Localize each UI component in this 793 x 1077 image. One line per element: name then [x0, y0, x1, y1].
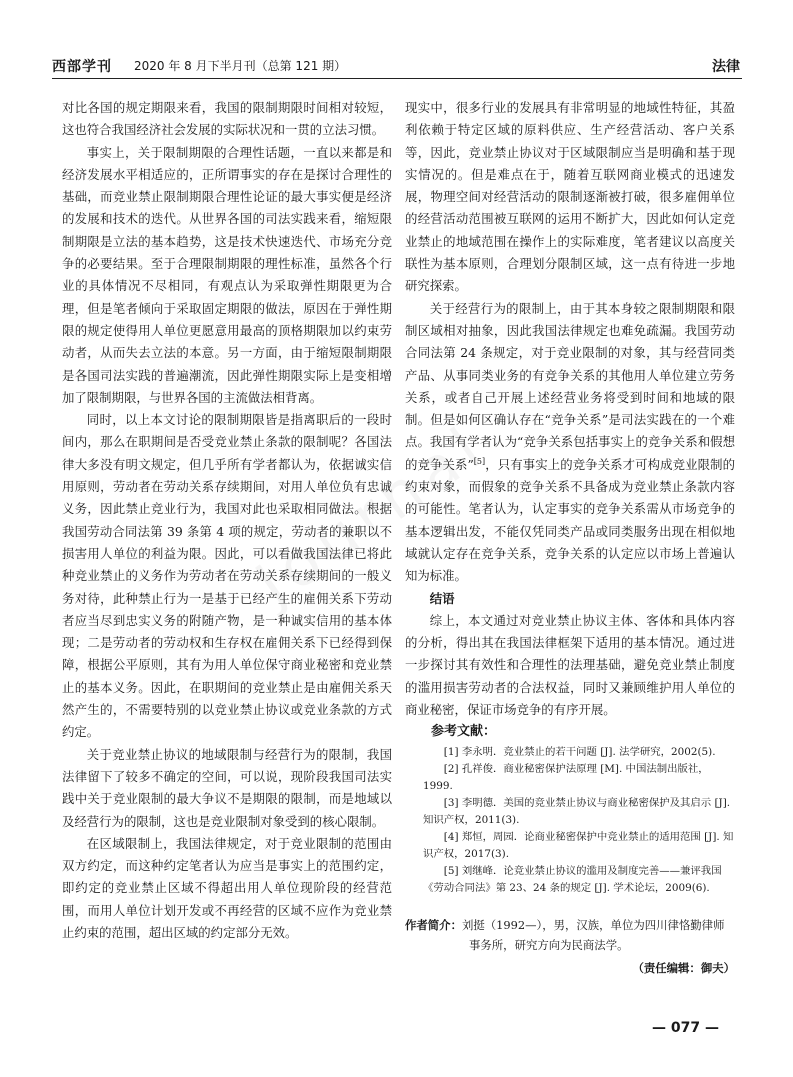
left-column [62, 97, 392, 944]
reference-item: [2] 孔祥俊．商业秘密保护法原理 [M]. 中国法制出版社，1999. [423, 762, 709, 792]
reference-item: [3] 李明德．美国的竞业禁止协议与商业秘密保护及其启示 [J]. 知识产权，2011(3). [423, 796, 731, 826]
journal-logo: 西部学刊 [52, 59, 112, 75]
page-header [52, 56, 742, 79]
right-column [405, 97, 735, 979]
paragraph: 事实上，关于限制期限的合理性话题，一直以来都是和经济发展水平相适应的，正所谓事实的存在是探讨合理性的基础，而竞业禁止限制期限合理性论证的最大事实便是经济的发展和技术的迭代。从世界各国的司法实践来看，缩短限制期限是立法的基本趋势，这是技术快速迭代、市场充分竞争的必要结果。至于合理限制期限的理性标准，虽然各个行业的具体情况不尽相同，有观点认为采取弹性期限更为合理，但是笔者倾向于采取固定期限的做法，原因在于弹性期限的规定使得用人单位更愿意用最高的顶格期限加以约束劳动者，从而失去立法的本意。另一方面，由于缩短限制期限是各国司法实践的普遍潮流，因此弹性期限实际上是变相增加了限制期限，与世界各国的主流做法相背离。 [62, 144, 392, 405]
paragraph [405, 298, 735, 588]
reference-item: [5] 刘继峰．论竞业禁止协议的滥用及制度完善——兼评我国《劳动合同法》第 23、24 条的规定 [J]. 学术论坛，2009(6). [423, 864, 722, 894]
author-bio [405, 915, 735, 955]
paragraph: 现实中，很多行业的发展具有非常明显的地域性特征，其盈利依赖于特定区域的原料供应、生产经营活动、客户关系等，因此，竞业禁止协议对于区域限制应当是明确和基于现实情况的。但是难点在于，随着互联网商业模式的迅速发展，物理空间对经营活动的限制逐渐被打破，很多雇佣单位的经营活动范围被互联网的运用不断扩大，因此如何认定竞业禁止的地域范围在操作上的实际难度，笔者建议以高度关联性为基本原则，合理划分限制区域，这一点有待进一步地研究探索。 [405, 100, 735, 294]
paragraph: 在区域限制上，我国法律规定，对于竞业限制的范围由双方约定，而这种约定笔者认为应当是事实上的范围约定，即约定的竞业禁止区域不得超出用人单位现阶段的经营范围，而用人单位计划开发或不再经营的区域不应作为竞业禁止约束的范围，超出区域的约定部分无效。 [62, 835, 392, 940]
paragraph: 同时，以上本文讨论的限制期限皆是指离职后的一段时间内，那么在职期间是否受竞业禁止条款的限制呢？各国法律大多没有明文规定，但几乎所有学者都认为，依据诚实信用原则，劳动者在劳动关系存续期间，对用人单位负有忠诚义务，因此禁止竞业行为，我国对此也采取相同做法。根据我国劳动合同法第 39 条第 4 项的规定，劳动者的兼职以不损害用人单位的利益为限。因此，可以看做我国法律已将此种竞业禁止的义务作为劳动者在劳动关系存续期间的一般义务对待，此种禁止行为一是基于已经产生的雇佣关系下劳动者应当尽到忠实义务的附随产物，是一种诚实信用的基本体现；二是劳动者的劳动权和生存权在雇佣关系下已经得到保障，根据公平原则，其有为用人单位保守商业秘密和竞业禁止的基本义务。因此，在职期间的竞业禁止是由雇佣关系天然产生的，不需要特别的以竞业禁止协议或竞业条款的方式约定。 [62, 412, 392, 740]
paragraph: 关于竞业禁止协议的地域限制与经营行为的限制，我国法律留下了较多不确定的空间，可以说，现阶段我国司法实践中关于竞业限制的最大争议不是期限的限制，而是地域以及经营行为的限制，这也是竞业限制对象受到的核心限制。 [62, 746, 392, 829]
conclusion-title: 结语 [429, 590, 455, 606]
author-label: 作者简介： [405, 917, 462, 932]
paragraph-part: 关于经营行为的限制上，由于其本身较之限制期限和限制区域相对抽象，因此我国法律规定也难免疏漏。我国劳动合同法第 24 条规定，对于竞业限制的对象，其与经营同类产品、从事同类业务的有竞争关系的其他用人单位建立劳务关系，或者自己开展上述经营业务将受到时间和地域的限制。但是如何区确认存在“竞争关系”是司法实践在的一个难点。我国有学者认为“竞争关系包括事实上的竞争关系和假想的竞争关系” [405, 300, 735, 472]
author-text: 刘挺（1992—），男，汉族，单位为四川律恪勤律师事务所，研究方向为民商法学。 [461, 917, 725, 952]
editor-note: （责任编辑：御夫） [632, 960, 735, 975]
page-number: — 077 — [652, 1020, 719, 1036]
reference-item: [4] 郑恒，周园．论商业秘密保护中竞业禁止的适用范围 [J]. 知识产权，2017(3). [423, 830, 734, 860]
reference-item: [1] 李永明．竞业禁止的若干问题 [J]. 法学研究，2002(5). [443, 745, 716, 758]
section-label: 法律 [712, 59, 740, 75]
paragraph-part: ，只有事实上的竞争关系才可构成竞业限制的约束对象，而假象的竞争关系不具备成为竞业禁止条款内容的可能性。笔者认为，认定事实的竞争关系需从市场竞争的基本逻辑出发，不能仅凭同类产品或同类服务出现在相似地域就认定存在竞争关系，竞争关系的认定应以市场上普遍认知为标准。 [405, 456, 735, 584]
citation-mark: [5] [473, 456, 486, 466]
references-title: 参考文献： [431, 724, 497, 740]
conclusion-text: 综上，本文通过对竞业禁止协议主体、客体和具体内容的分析，得出其在我国法律框架下适用的基本情况。通过进一步探讨其有效性和合理性的法理基础，避免竞业禁止制度的滥用损害劳动者的合法权益，同时又兼顾维护用人单位的商业秘密，保证市场竞争的有序开展。 [405, 612, 735, 718]
issue-info: 2020 年 8 月下半月刊（总第 121 期） [134, 59, 347, 73]
paragraph: 对比各国的规定期限来看，我国的限制期限时间相对较短，这也符合我国经济社会发展的实际状况和一贯的立法习惯。 [62, 100, 392, 138]
